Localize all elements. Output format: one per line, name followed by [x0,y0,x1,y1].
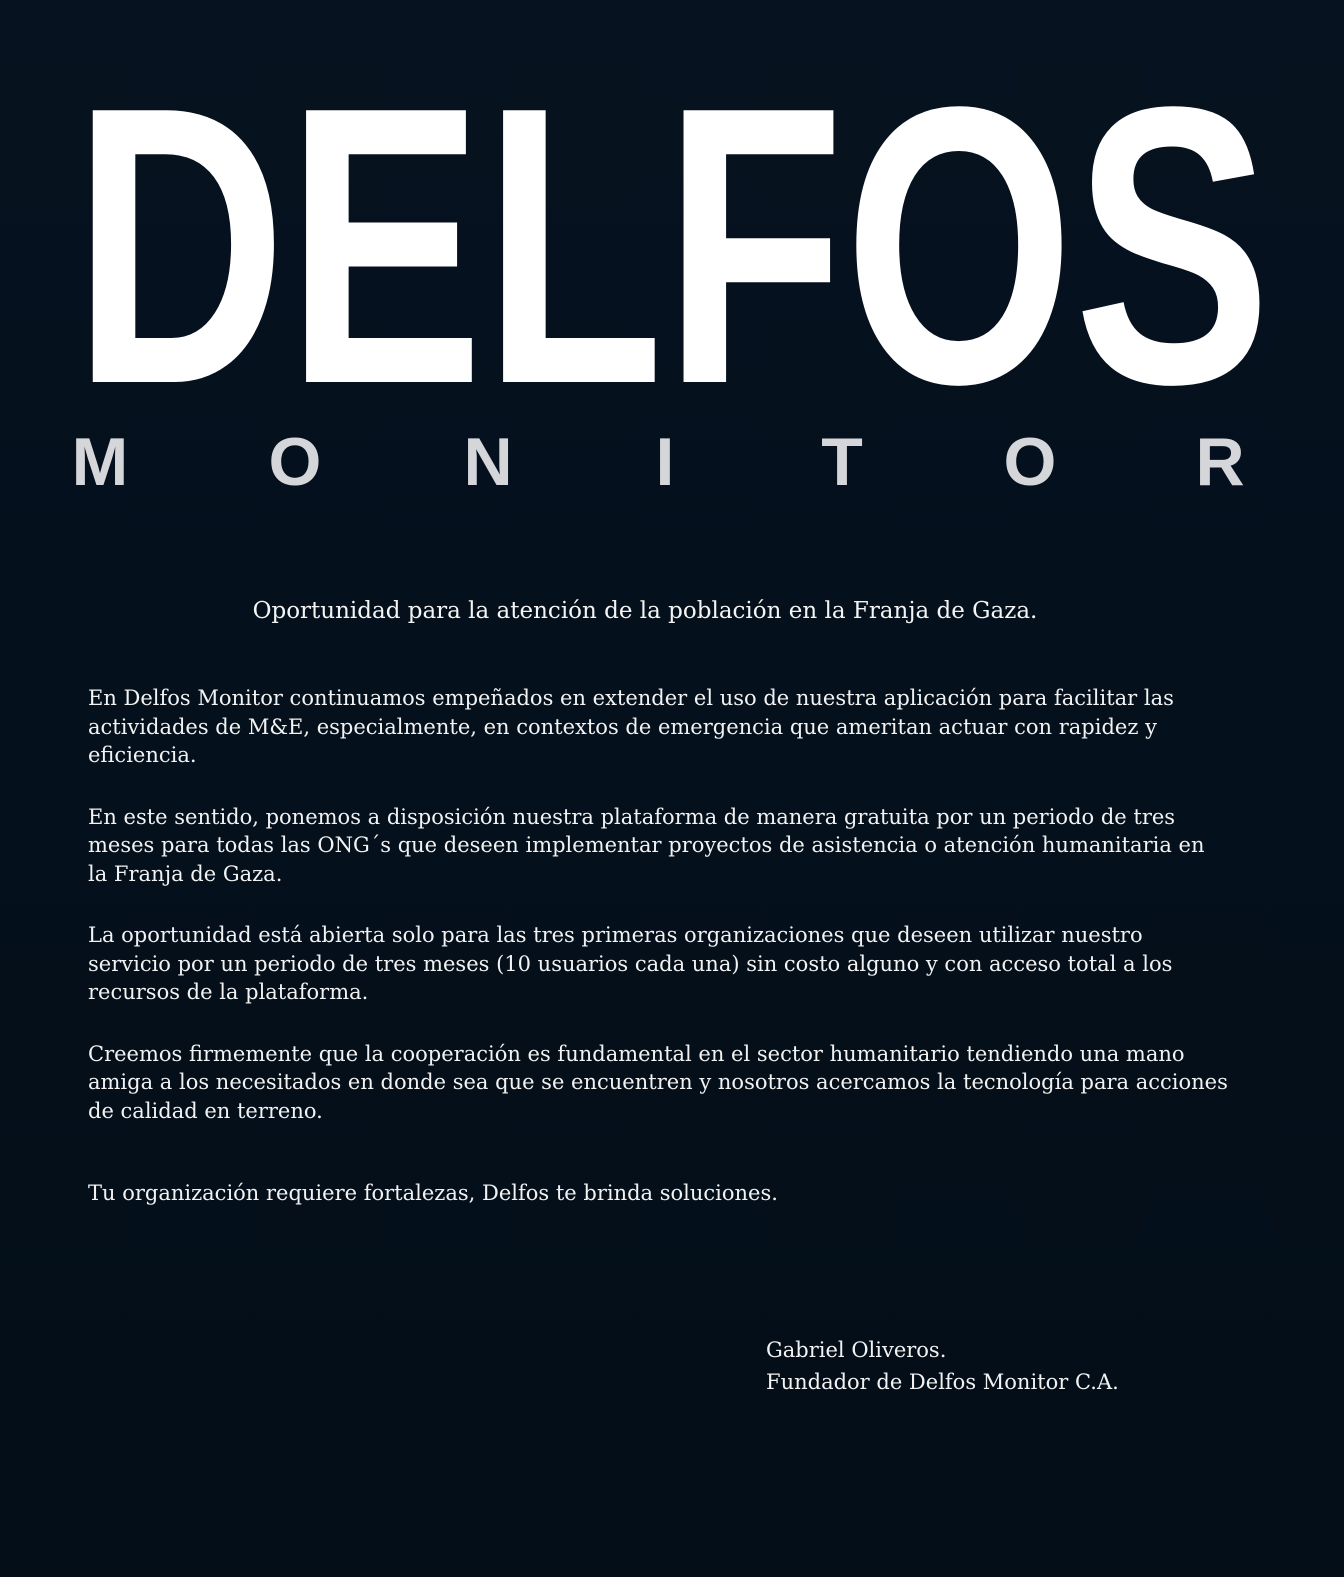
logo-letter: N [463,424,513,500]
body-paragraph: La oportunidad está abierta solo para las tres primeras organizaciones que deseen utilizar nuestro servicio por un periodo de tres meses (10 usuarios cada una) sin costo alguno y con acceso total a los recursos de la plataforma. [88,923,1173,1004]
logo-svg [0,0,1344,520]
body-paragraph: En este sentido, ponemos a disposición nuestra plataforma de manera gratuita por un periodo de tres meses para todas las ONG´s que deseen implementar proyectos de asistencia o atención humanitaria en la Franja de Gaza. [88,804,1205,886]
signature-name: Gabriel Oliveros. [766,1338,947,1362]
letter-title: Oportunidad para la atención de la población en la Franja de Gaza. [252,598,1038,624]
logo-word-delfos: DELFOS [73,24,1271,466]
letter-body [88,684,1228,1158]
logo-letter: R [1195,424,1245,500]
body-paragraph: Creemos firmemente que la cooperación es fundamental en el sector humanitario tendiendo una mano amiga a los necesitados en donde sea que se encuentren y nosotros acercamos la tecnología para acciones de calidad en terreno. [88,1041,1228,1123]
logo-letter: O [1003,424,1057,500]
signature-role: Fundador de Delfos Monitor C.A. [766,1370,1119,1394]
logo-letter: O [268,424,322,500]
logo-letter: I [655,424,675,500]
logo-letter: M [71,424,129,500]
signature-block [766,1334,1306,1398]
logo-letter: T [821,424,863,500]
delfos-monitor-logo [0,0,1344,520]
tagline: Tu organización requiere fortalezas, Delfos te brinda soluciones. [88,1181,778,1205]
body-paragraph: En Delfos Monitor continuamos empeñados en extender el uso de nuestra aplicación para facilitar las actividades de M&E, especialmente, en contextos de emergencia que ameritan actuar con rapidez y eficiencia. [88,686,1174,767]
